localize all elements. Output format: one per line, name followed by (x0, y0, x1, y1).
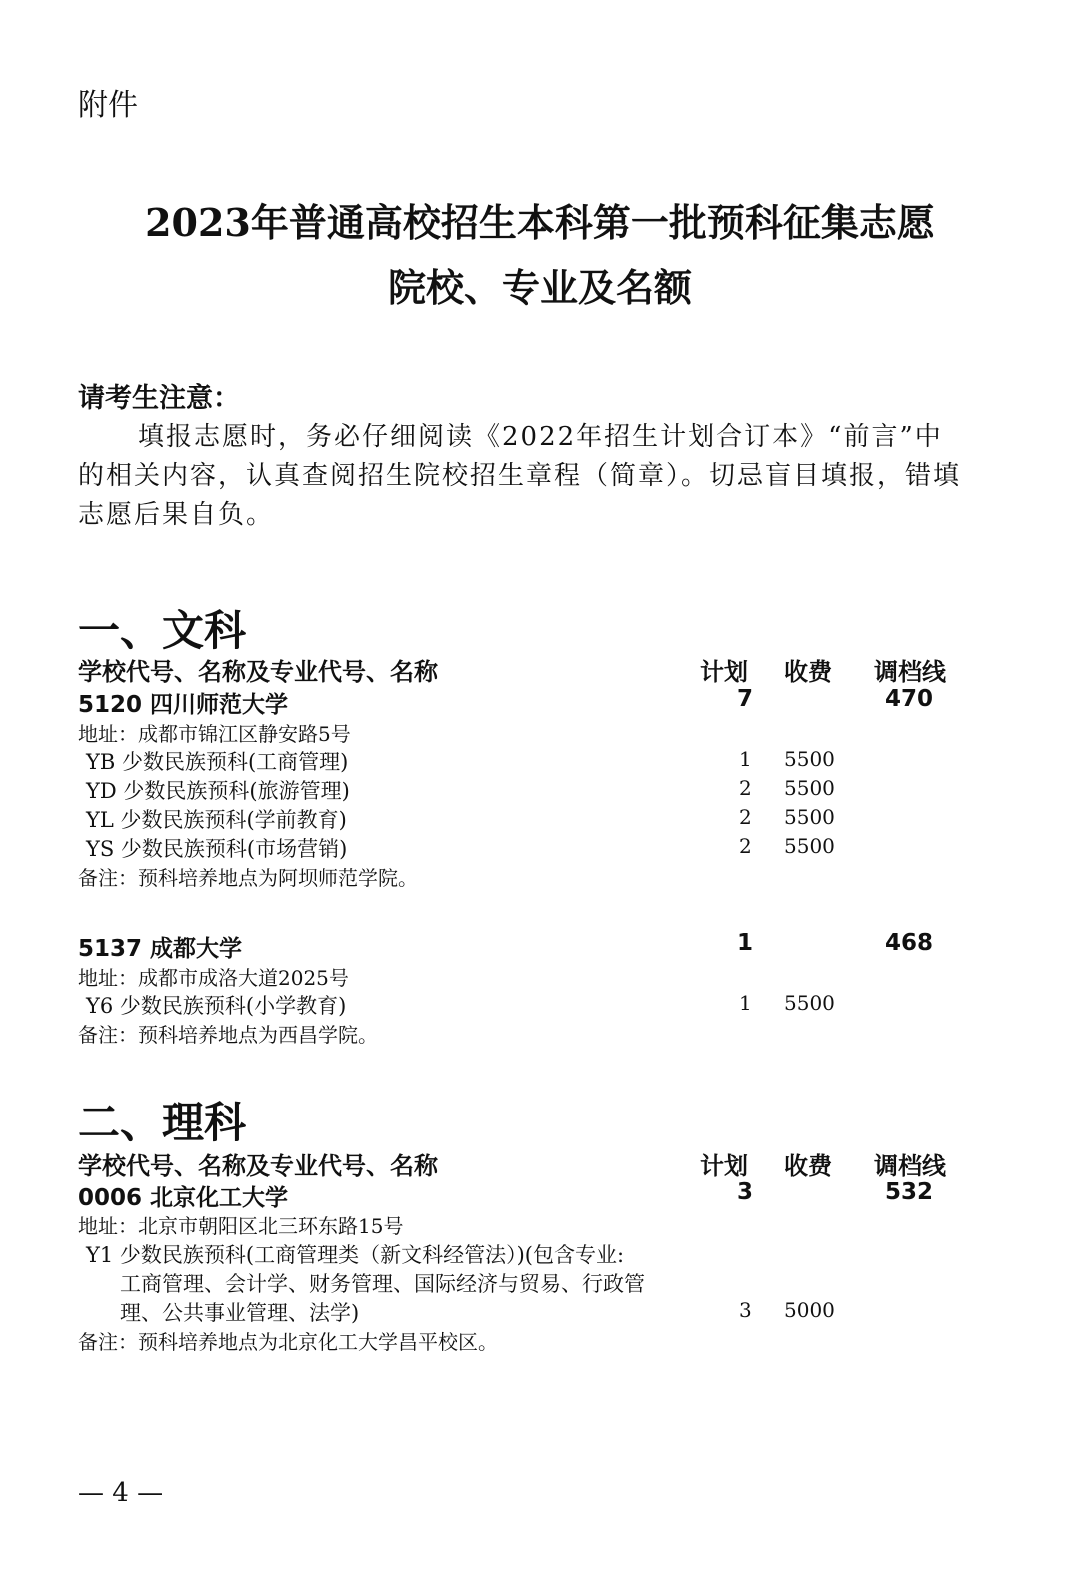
notice-heading: 请考生注意： (78, 383, 240, 414)
column-header-cutoff: 调档线 (874, 1152, 946, 1180)
section-heading-science: 二、理科 (78, 1098, 247, 1147)
major-plan: 1 (739, 991, 752, 1015)
major-row: YD 少数民族预科(旅游管理) (86, 779, 350, 803)
major-fee: 5500 (784, 991, 835, 1015)
major-plan: 1 (739, 747, 752, 771)
major-fee: 5500 (784, 776, 835, 800)
major-row: Y1 少数民族预科(工商管理类（新文科经管法）)(包含专业: (86, 1243, 625, 1267)
school-address: 地址：成都市成洛大道2025号 (78, 966, 349, 990)
school-address: 地址：成都市锦江区静安路5号 (78, 722, 351, 746)
major-plan: 2 (739, 834, 752, 858)
column-header-fee: 收费 (784, 1152, 832, 1180)
school-note: 备注：预科培养地点为西昌学院。 (78, 1023, 378, 1047)
major-fee: 5500 (784, 805, 835, 829)
attachment-label: 附件 (78, 88, 138, 123)
column-header-fee: 收费 (784, 658, 832, 686)
major-fee: 5000 (784, 1298, 835, 1322)
page-number: — 4 — (78, 1478, 164, 1508)
major-row-continued: 理、公共事业管理、法学) (120, 1301, 360, 1325)
major-fee: 5500 (784, 747, 835, 771)
column-header-plan: 计划 (700, 658, 748, 686)
major-plan: 3 (739, 1298, 752, 1322)
school-plan: 1 (737, 930, 754, 956)
major-row: YS 少数民族预科(市场营销) (86, 837, 348, 861)
school-name: 0006 北京化工大学 (78, 1185, 289, 1211)
school-address: 地址：北京市朝阳区北三环东路15号 (78, 1214, 404, 1238)
notice-text-line: 填报志愿时，务必仔细阅读《2022年招生计划合订本》“前言”中 (138, 422, 943, 452)
document-title-line1: 2023年普通高校招生本科第一批预科征集志愿 (145, 200, 935, 245)
major-plan: 2 (739, 776, 752, 800)
notice-text-line: 志愿后果自负。 (78, 500, 275, 530)
column-header-school: 学校代号、名称及专业代号、名称 (78, 1152, 438, 1180)
major-plan: 2 (739, 805, 752, 829)
school-cutoff: 470 (885, 686, 934, 712)
column-header-cutoff: 调档线 (874, 658, 946, 686)
school-note: 备注：预科培养地点为阿坝师范学院。 (78, 866, 418, 890)
school-plan: 3 (737, 1179, 754, 1205)
column-header-plan: 计划 (700, 1152, 748, 1180)
major-row: YL 少数民族预科(学前教育) (86, 808, 347, 832)
school-cutoff: 468 (885, 930, 934, 956)
major-row: Y6 少数民族预科(小学教育) (86, 994, 347, 1018)
major-row: YB 少数民族预科(工商管理) (86, 750, 349, 774)
major-row-continued: 工商管理、会计学、财务管理、国际经济与贸易、行政管 (120, 1272, 645, 1296)
notice-text-line: 的相关内容，认真查阅招生院校招生章程（简章）。切忌盲目填报，错填 (78, 461, 962, 491)
school-plan: 7 (737, 686, 754, 712)
column-header-school: 学校代号、名称及专业代号、名称 (78, 658, 438, 686)
major-fee: 5500 (784, 834, 835, 858)
section-heading-liberal-arts: 一、文科 (78, 606, 247, 655)
school-name: 5120 四川师范大学 (78, 692, 289, 718)
document-title-line2: 院校、专业及名额 (387, 265, 692, 310)
school-cutoff: 532 (885, 1179, 934, 1205)
school-name: 5137 成都大学 (78, 936, 243, 962)
school-note: 备注：预科培养地点为北京化工大学昌平校区。 (78, 1330, 498, 1354)
